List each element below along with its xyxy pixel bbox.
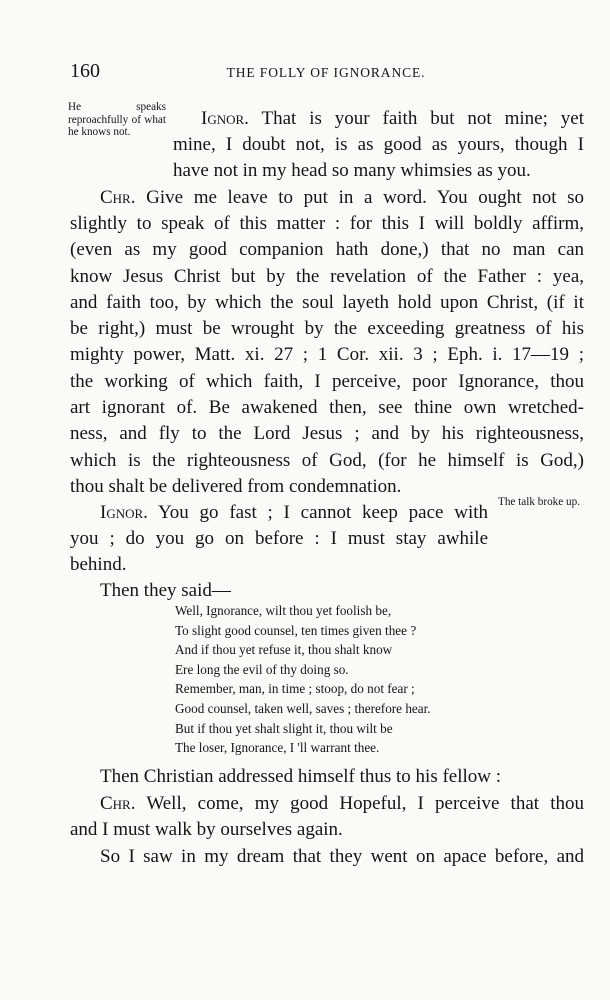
text-line: art ignorant of. Be awakened then, see thine own wretched- (70, 397, 584, 418)
text-line (201, 107, 584, 131)
sidenote-reproach: He speaks reproachfully of what he knows not. (68, 101, 166, 139)
text-line: (even as my good companion hath done,) that no man can (70, 239, 584, 260)
text-line (100, 186, 584, 210)
text-line: and I must walk by ourselves again. (70, 819, 343, 840)
text-line: you ; do you go on before : I must stay awhile (70, 528, 488, 549)
text-line: mine, I doubt not, is as good as yours, though I (173, 134, 584, 155)
text-line: So I saw in my dream that they went on apace before, and (100, 846, 584, 867)
sidenote-talk-broke-up: The talk broke up. (497, 496, 581, 508)
text-line: mighty power, Matt. xi. 27 ; 1 Cor. xii. 3 ; Eph. i. 17—19 ; (70, 344, 584, 365)
text-line: have not in my head so many whimsies as you. (173, 160, 531, 181)
text-line (100, 792, 584, 816)
poem-line: The loser, Ignorance, I 'll warrant thee. (175, 740, 380, 756)
text-line: which is the righteousness of God, (for he himself is God,) (70, 450, 584, 471)
text-line: be right,) must be wrought by the exceeding greatness of his (70, 318, 584, 339)
page-number: 160 (70, 60, 100, 82)
poem-line: Well, Ignorance, wilt thou yet foolish be, (175, 603, 392, 618)
poem-block (175, 601, 431, 758)
text-line (100, 501, 488, 525)
speaker-christian: Chr. (100, 793, 136, 814)
poem-line: And if thou yet refuse it, thou shalt know (175, 642, 393, 658)
text-line: Then Christian addressed himself thus to his fellow : (100, 766, 502, 787)
text-line: behind. (70, 554, 127, 575)
speaker-ignorance: Ignor. (100, 502, 148, 523)
text-span: Well, come, my good Hopeful, I perceive that thou (146, 793, 584, 814)
text-line: Then they said— (100, 580, 231, 601)
text-line: slightly to speak of this matter : for this I will boldly affirm, (70, 213, 584, 234)
poem-line: Ere long the evil of thy doing so. (175, 661, 349, 677)
text-line: thou shalt be delivered from condemnation. (70, 476, 402, 497)
speaker-christian: Chr. (100, 187, 136, 208)
text-line: and faith too, by which the soul layeth hold upon Christ, (if it (70, 292, 584, 313)
speaker-ignorance: Ignor. (201, 108, 249, 129)
text-span: You go fast ; I cannot keep pace with (157, 502, 489, 523)
running-title: THE FOLLY OF IGNORANCE. (226, 65, 426, 80)
poem-line: Good counsel, taken well, saves ; therefore hear. (175, 700, 431, 716)
poem-line: Remember, man, in time ; stoop, do not fear ; (175, 681, 415, 697)
text-span: Give me leave to put in a word. You ought not so (146, 187, 585, 208)
text-line: ness, and fly to the Lord Jesus ; and by his righteousness, (70, 423, 584, 444)
text-span: That is your faith but not mine; yet (261, 108, 584, 129)
poem-line: To slight good counsel, ten times given thee ? (175, 622, 417, 638)
text-line: know Jesus Christ but by the revelation of the Father : yea, (70, 266, 584, 287)
poem-line: But if thou yet shalt slight it, thou wilt be (175, 720, 393, 736)
text-line: the working of which faith, I perceive, poor Ignorance, thou (70, 371, 584, 392)
page-header (70, 60, 582, 90)
